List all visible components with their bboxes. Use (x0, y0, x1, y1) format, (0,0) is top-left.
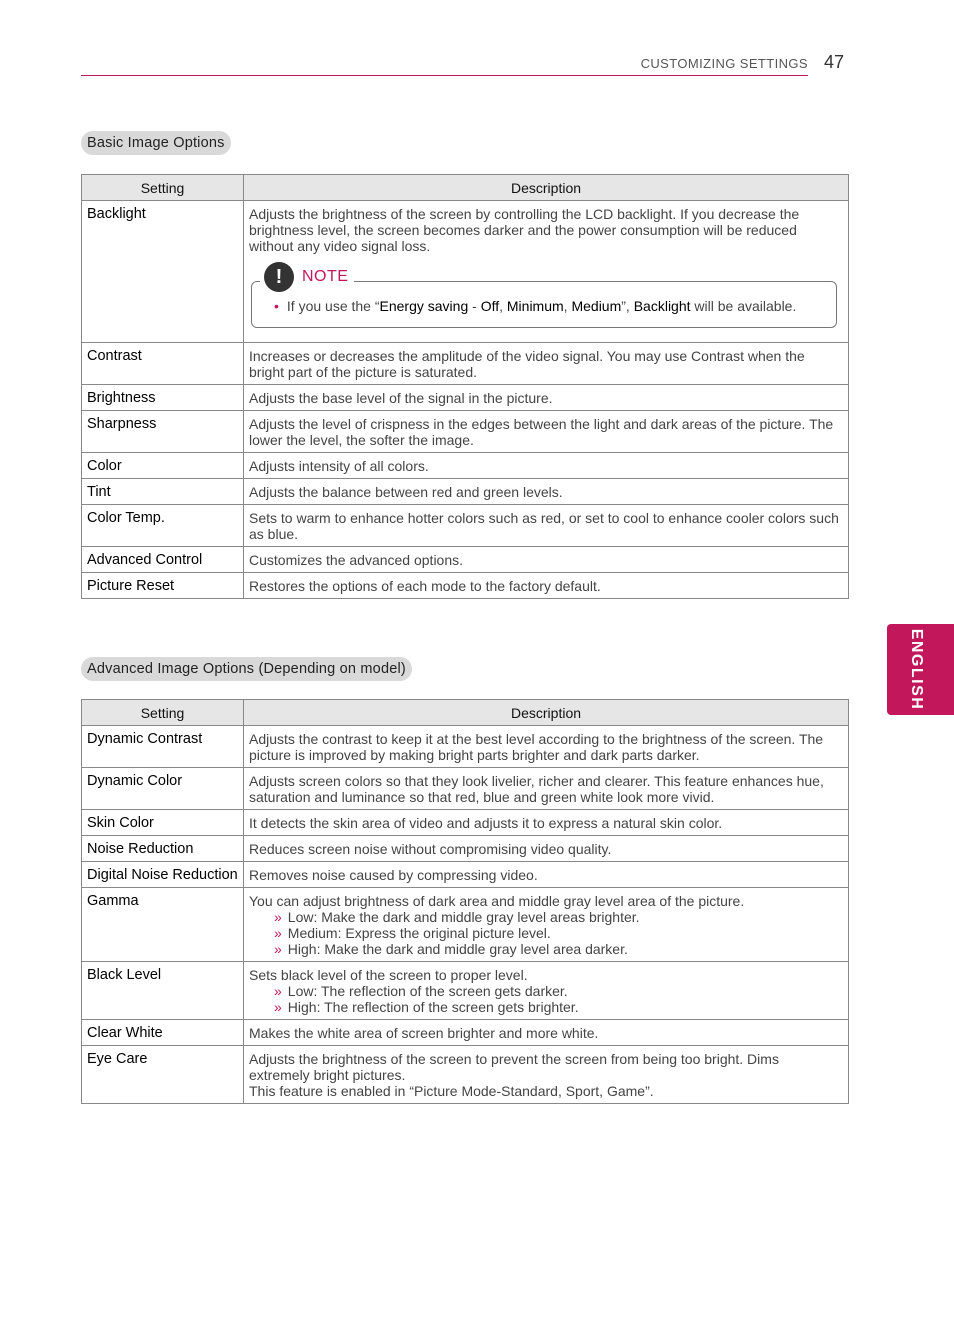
setting-name: Eye Care (82, 1046, 244, 1104)
setting-description: Makes the white area of screen brighter and more white. (244, 1020, 849, 1046)
setting-description (244, 1046, 849, 1104)
setting-name: Contrast (82, 343, 244, 385)
setting-name: Black Level (82, 962, 244, 1020)
note-keyword: Medium (571, 298, 622, 314)
column-header-description: Description (244, 175, 849, 201)
sub-item-text: Medium: Express the original picture level. (287, 925, 551, 941)
note-text-part: , (499, 298, 507, 314)
setting-name: Color Temp. (82, 505, 244, 547)
setting-description: Removes noise caused by compressing video. (244, 862, 849, 888)
table-row (82, 810, 849, 836)
table-row (82, 411, 849, 453)
sub-item (249, 983, 843, 999)
setting-description (244, 888, 849, 962)
table-row (82, 343, 849, 385)
table-row (82, 453, 849, 479)
chevron-right-icon: » (274, 983, 282, 999)
sub-item (249, 999, 843, 1015)
table-row (82, 505, 849, 547)
table-row (82, 547, 849, 573)
note-text-part: - (468, 298, 481, 314)
table-row (82, 768, 849, 810)
note-keyword: Backlight (633, 298, 691, 314)
setting-name: Gamma (82, 888, 244, 962)
sub-item-text: High: Make the dark and middle gray level area darker. (287, 941, 628, 957)
running-header: CUSTOMIZING SETTINGS (640, 56, 808, 71)
description-text: Sets black level of the screen to proper level. (249, 967, 528, 983)
chevron-right-icon: » (274, 941, 282, 957)
chevron-right-icon: » (274, 925, 282, 941)
note-header (260, 262, 354, 292)
table-row (82, 888, 849, 962)
setting-description: Customizes the advanced options. (244, 547, 849, 573)
note-text-part: will be available. (690, 298, 797, 314)
table-row (82, 201, 849, 343)
setting-name: Skin Color (82, 810, 244, 836)
exclamation-icon: ! (264, 262, 294, 292)
description-text: Adjusts the brightness of the screen to prevent the screen from being too bright. Dims extremely bright pictures. (249, 1051, 779, 1083)
page-number: 47 (824, 52, 845, 72)
setting-name: Sharpness (82, 411, 244, 453)
setting-name: Noise Reduction (82, 836, 244, 862)
advanced-options-table (81, 699, 849, 1104)
note-text-part: ”, (621, 298, 634, 314)
setting-description: Adjusts the level of crispness in the edges between the light and dark areas of the picture. The lower the level, the softer the image. (244, 411, 849, 453)
chevron-right-icon: » (274, 909, 282, 925)
note-text-part: If you use the “ (286, 298, 380, 314)
table-row (82, 836, 849, 862)
setting-description: Adjusts the contrast to keep it at the best level according to the brightness of the screen. The picture is improved by making bright parts brighter and dark parts darker. (244, 726, 849, 768)
sub-item (249, 925, 843, 941)
section-heading-basic: Basic Image Options (81, 131, 231, 155)
sub-item-text: Low: Make the dark and middle gray level areas brighter. (287, 909, 640, 925)
table-row (82, 1046, 849, 1104)
setting-name: Brightness (82, 385, 244, 411)
table-row (82, 726, 849, 768)
setting-name: Dynamic Contrast (82, 726, 244, 768)
note-keyword: Off (480, 298, 500, 314)
setting-name: Backlight (82, 201, 244, 343)
setting-description (244, 201, 849, 343)
sub-item-text: High: The reflection of the screen gets brighter. (287, 999, 579, 1015)
note-keyword: Minimum (506, 298, 564, 314)
setting-description: Reduces screen noise without compromising video quality. (244, 836, 849, 862)
table-row (82, 1020, 849, 1046)
setting-name: Clear White (82, 1020, 244, 1046)
sub-item (249, 941, 843, 957)
language-tab (887, 624, 954, 715)
setting-name: Digital Noise Reduction (82, 862, 244, 888)
table-row (82, 862, 849, 888)
setting-description: Sets to warm to enhance hotter colors such as red, or set to cool to enhance cooler colors such as blue. (244, 505, 849, 547)
sub-item-text: Low: The reflection of the screen gets darker. (287, 983, 568, 999)
setting-name: Dynamic Color (82, 768, 244, 810)
setting-description: Increases or decreases the amplitude of the video signal. You may use Contrast when the bright part of the picture is saturated. (244, 343, 849, 385)
setting-description: Adjusts intensity of all colors. (244, 453, 849, 479)
setting-description: It detects the skin area of video and adjusts it to express a natural skin color. (244, 810, 849, 836)
table-row (82, 573, 849, 599)
description-text: Adjusts the brightness of the screen by controlling the LCD backlight. If you decrease the brightness level, the screen becomes darker and the power consumption will be reduced without any video signal loss. (249, 206, 800, 254)
column-header-setting: Setting (82, 175, 244, 201)
table-row (82, 962, 849, 1020)
setting-name: Color (82, 453, 244, 479)
setting-description: Adjusts screen colors so that they look livelier, richer and clearer. This feature enhances hue, saturation and luminance so that red, blue and green white look more vivid. (244, 768, 849, 810)
note-label: NOTE (302, 268, 349, 285)
setting-description (244, 962, 849, 1020)
column-header-description: Description (244, 700, 849, 726)
description-extra: This feature is enabled in “Picture Mode-Standard, Sport, Game”. (249, 1083, 654, 1099)
language-tab-label: ENGLISH (908, 628, 925, 711)
setting-description: Restores the options of each mode to the factory default. (244, 573, 849, 599)
setting-description: Adjusts the base level of the signal in the picture. (244, 385, 849, 411)
header-rule (81, 75, 808, 76)
note-box (251, 266, 837, 328)
description-text: You can adjust brightness of dark area and middle gray level area of the picture. (249, 893, 745, 909)
table-row (82, 385, 849, 411)
table-row (82, 479, 849, 505)
chevron-right-icon: » (274, 999, 282, 1015)
note-text (274, 298, 796, 314)
section-heading-advanced: Advanced Image Options (Depending on model) (81, 657, 412, 681)
note-text-part: , (563, 298, 572, 314)
setting-name: Tint (82, 479, 244, 505)
basic-options-table (81, 174, 849, 599)
bullet-icon: • (274, 298, 279, 314)
setting-description: Adjusts the balance between red and green levels. (244, 479, 849, 505)
note-keyword: Energy saving (379, 298, 469, 314)
sub-item (249, 909, 843, 925)
setting-name: Picture Reset (82, 573, 244, 599)
column-header-setting: Setting (82, 700, 244, 726)
setting-name: Advanced Control (82, 547, 244, 573)
